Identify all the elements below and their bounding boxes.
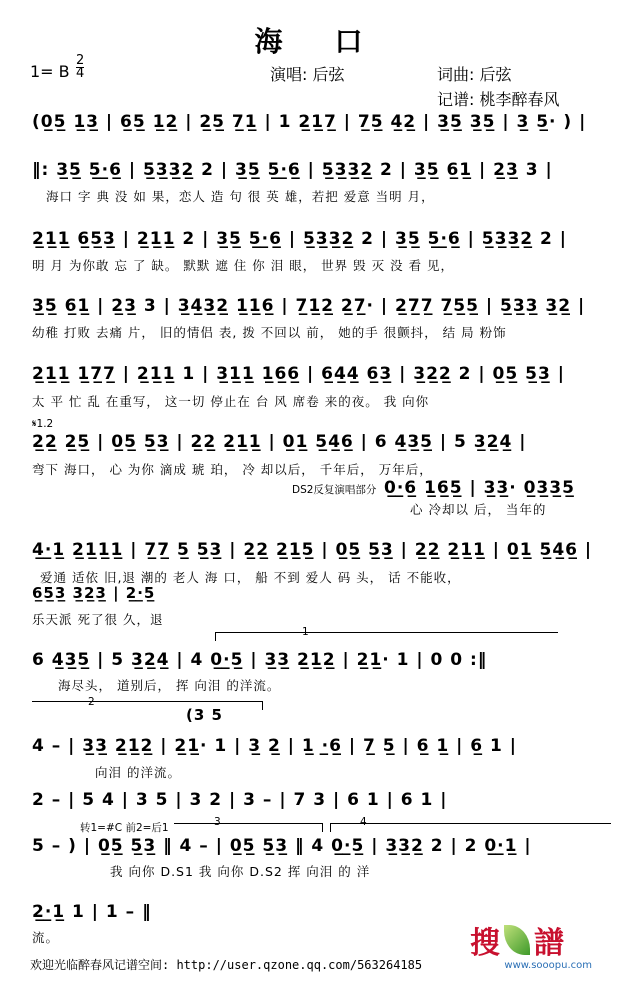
- volta-4-label: 4: [360, 816, 367, 828]
- singer-credit: 演唱: 后弦: [270, 65, 345, 84]
- lyric-line-2: 明 月 为你敢 忘 了 缺。 默默 遮 住 你 泪 眼， 世界 毁 灭 没 看 见，: [32, 258, 455, 273]
- score-line-5: 2̲2̲ 2̲5̲ | 0̲5̲ 5̲3̲ | 2̲2̲ 2̲1̲1̲ | 0̲1̲ 5̲4̲6̲ | 6 4̲3̲5̲ | 5 3̲2̲4̲ |: [32, 432, 527, 452]
- score-line-11: 5 – ) | 0̲5̲ 5̲3̲ ‖ 4 – | 0̲5̲ 5̲3̲ ‖ 4 0̲·̲5̲ | 3̲3̲2̲ 2 | 2 0̲·̲1̲ |: [32, 836, 532, 856]
- lyric-line-1: 海口 字 典 没 如 果，恋人 造 句 很 英 雄，若把 爱意 当明 月，: [46, 189, 435, 204]
- score-line-9: 4 – | 3̲3̲ 2̲1̲2̲ | 2̲1̲· 1 | 3̲ 2̲ | 1̲ ·̲6̲ | 7̲ 5̲ | 6̲ 1̲ | 6̲ 1 |: [32, 736, 517, 756]
- volta-4-bracket: [330, 823, 611, 832]
- lyric-line-5: 弯下 海口， 心 为你 滴成 琥 珀， 冷 却以后， 千年后， 万年后，: [32, 462, 433, 477]
- lyric-line-4: 太 平 忙 乱 在重写， 这一切 停止在 台 风 席卷 来的夜。 我 向你: [32, 394, 430, 409]
- volta-2-label: 2: [88, 696, 95, 708]
- ds2-note: DS2反复演唱部分: [292, 484, 377, 496]
- score-line-2: 2̲1̲1̲ 6̲5̲3̲ | 2̲1̲1̲ 2 | 3̲5̲ 5̲·̲6̲ | 5̲3̲3̲2̲ 2 | 3̲5̲ 5̲·̲6̲ | 5̲3̲3̲2̲ 2 |: [32, 229, 567, 249]
- volta-2-bracket: [32, 701, 263, 710]
- volta-1-label: 1: [302, 626, 309, 638]
- footer-credit: 欢迎光临醉春风记谱空间: http://user.qzone.qq.com/563264185: [30, 958, 423, 972]
- volta-1-bracket: [215, 632, 558, 641]
- score-line-10: 2 – | 5 4 | 3 5 | 3 2 | 3 – | 7 3 | 6 1 | 6 1 |: [32, 790, 448, 810]
- lyric-line-3: 幼稚 打败 去痛 片， 旧的情侣 表, 拨 不回以 前， 她的手 很颤抖， 结 局 粉饰: [32, 325, 507, 340]
- composer-credit: 词曲: 后弦: [437, 65, 512, 84]
- logo-char-1: 搜: [470, 926, 500, 961]
- time-denominator: 4: [76, 66, 85, 81]
- lyric-line-7: 爱通 适依 旧,退 潮的 老人 海 口， 船 不到 爱人 码 头， 话 不能收，: [40, 570, 461, 585]
- score-line-4: 2̲1̲1̲ 1̲7̲7̲ | 2̲1̲1̲ 1 | 3̲1̲1̲ 1̲6̲6̲ | 6̲4̲4̲ 6̲3̲ | 3̲2̲2̲ 2 | 0̲5̲ 5̲3̲ |: [32, 364, 565, 384]
- segno-mark: 𝄋1.2: [32, 418, 54, 430]
- lyric-line-12: 流。: [32, 930, 60, 945]
- score-line-7-alt: 6̲5̲3̲ 3̲2̲3̲ | 2̲·̲5̲: [32, 584, 156, 602]
- volta-3-label: 3: [214, 816, 221, 828]
- score-line-1: ‖: 3̲5̲ 5̲·̲6̲ | 5̲3̲3̲2̲ 2 | 3̲5̲ 5̲·̲6̲ | 5̲3̲3̲2̲ 2 | 3̲5̲ 6̲1̲ | 2̲3̲ 3 |: [32, 160, 553, 180]
- score-line-12: 2̲·̲1̲ 1 | 1 – ‖: [32, 902, 152, 922]
- score-line-3: 3̲5̲ 6̲1̲ | 2̲3̲ 3 | 3̲4̲3̲2̲ 1̲1̲6̲ | 7̲1̲2̲ 2̲7̲· | 2̲7̲7̲ 7̲5̲5̲ | 5̲3̲3̲ 3̲2̲ |: [32, 296, 586, 316]
- lyric-line-9: 向泪 的洋流。: [95, 765, 181, 780]
- lyric-line-6: 心 冷却以 后， 当年的: [410, 502, 547, 517]
- score-line-8: 6 4̲3̲5̲ | 5 3̲2̲4̲ | 4 0̲·̲5̲ | 3̲3̲ 2̲1̲2̲ | 2̲1̲· 1 | 0 0 :‖: [32, 650, 488, 670]
- song-title: 海口: [254, 25, 415, 58]
- key-signature: 1= B: [30, 62, 70, 81]
- key-change-note: 转1=#C 前2=后1: [80, 822, 169, 834]
- lyric-line-7-alt: 乐天派 死了很 久，退: [32, 612, 164, 627]
- score-line-9-upper: (3 5: [186, 706, 223, 724]
- score-line-7: 4̲·̲1̲ 2̲1̲1̲1̲ | 7̲7̲ 5̲ 5̲3̲ | 2̲2̲ 2̲1̲5̲ | 0̲5̲ 5̲3̲ | 2̲2̲ 2̲1̲1̲ | 0̲1̲ 5̲4̲6̲ |: [32, 540, 593, 560]
- volta-3-bracket: [174, 823, 323, 832]
- notator-credit: 记谱: 桃李醉春风: [437, 90, 560, 109]
- leaf-icon: [504, 925, 530, 955]
- time-numerator: 2: [76, 53, 85, 68]
- logo-char-2: 譜: [534, 926, 564, 961]
- score-line-intro: (0̲5̲ 1̲3̲ | 6̲5̲ 1̲2̲ | 2̲5̲ 7̲1̲ | 1 2̲1̲7̲ | 7̲5̲ 4̲2̲ | 3̲5̲ 3̲5̲ | 3̲ 5̲· ) |: [32, 112, 587, 132]
- lyric-line-11: 我 向你 D.S1 我 向你 D.S2 挥 向泪 的 洋: [110, 864, 371, 879]
- logo-url: www.sooopu.com: [504, 960, 592, 971]
- time-signature: [76, 55, 84, 80]
- score-line-6: 0̲·̲6̲ 1̲6̲5̲ | 3̲3̲· 0̲3̲3̲5̲: [384, 478, 575, 498]
- site-logo: [470, 918, 592, 970]
- lyric-line-8: 海尽头， 道别后， 挥 向泪 的洋流。: [58, 678, 281, 693]
